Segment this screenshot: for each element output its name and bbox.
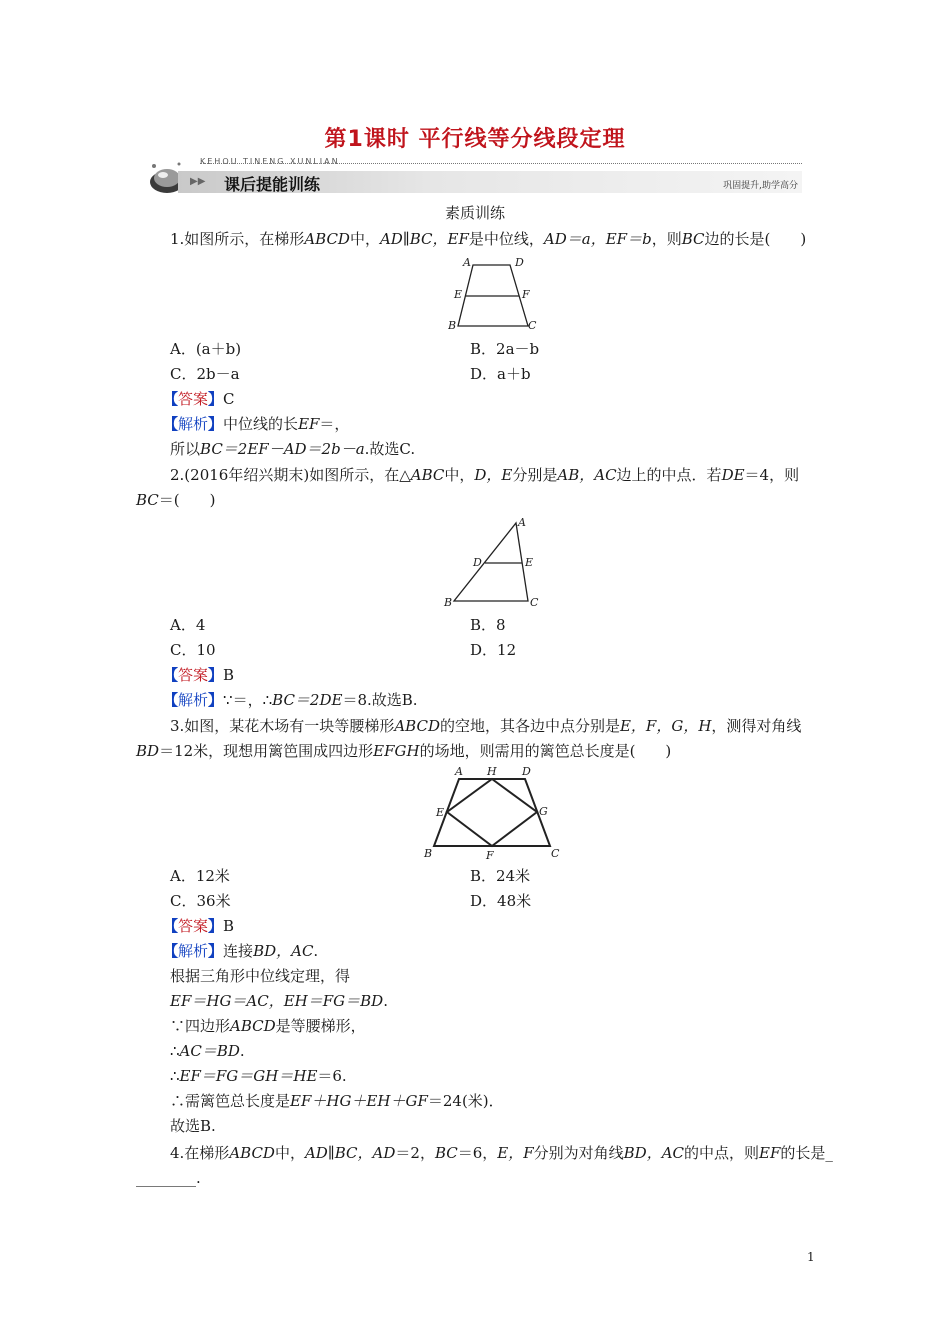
q1-option-a: A．(a＋b) (170, 340, 242, 358)
q2-option-c: C．10 (170, 641, 216, 659)
banner-divider (200, 163, 802, 164)
q1-option-c: C．2b－a (170, 365, 240, 383)
q3-stem: 3.如图，某花木场有一块等腰梯形ABCD的空地，其各边中点分别是E，F，G，H，测得对角线 (170, 717, 802, 735)
q3-option-a: A．12米 (170, 867, 230, 885)
banner-slogan: 巩固提升,助学高分 (723, 181, 798, 191)
label-a: A (518, 516, 526, 529)
q1-option-b: B．2a－b (470, 340, 540, 358)
label-b: B (424, 847, 433, 860)
q3-answer: 【答案】B (163, 917, 235, 935)
label-b: B (448, 319, 457, 332)
section-banner (148, 154, 802, 198)
label-e: E (436, 806, 445, 819)
label-a: A (455, 765, 463, 778)
double-arrow-icon: ▶▶ (190, 176, 206, 187)
label-a: A (463, 256, 471, 269)
label-b: B (444, 596, 453, 609)
page-title: 第1课时 平行线等分线段定理 (324, 127, 626, 152)
label-e: E (525, 556, 534, 569)
q3-option-d: D．48米 (470, 892, 532, 910)
q3-explanation-line: ∴AC＝BD. (170, 1042, 245, 1060)
label-d: D (522, 765, 531, 778)
page-number: 1 (807, 1250, 815, 1264)
q3-explanation-line: ∴需篱笆总长度是EF＋HG＋EH＋GF＝24(米)． (170, 1092, 504, 1110)
label-f: F (522, 288, 530, 301)
label-c: C (530, 596, 539, 609)
q4-blank: ________. (136, 1169, 201, 1187)
q2-triangle-figure (442, 514, 542, 610)
q3-trapezoid-figure (422, 764, 564, 864)
q2-stem: 2.(2016年绍兴期末)如图所示，在△ABC中，D，E分别是AB，AC边上的中点．若DE＝4，则 (170, 466, 800, 484)
q3-explanation-line: ∵四边形ABCD是等腰梯形， (170, 1017, 366, 1035)
q3-explanation-line: 根据三角形中位线定理，得 (170, 967, 351, 985)
banner-pinyin: KEHOU TINENG XUNLIAN (200, 157, 340, 166)
q3-option-c: C．36米 (170, 892, 231, 910)
banner-label: 课后提能训练 (224, 175, 321, 194)
trapezoid-shape (434, 779, 550, 846)
q2-option-b: B．8 (470, 616, 506, 634)
q2-explanation: 【解析】∵＝，∴BC＝2DE＝8.故选B. (163, 691, 418, 709)
q2-option-a: A．4 (170, 616, 206, 634)
quadrilateral-efgh (447, 779, 537, 846)
label-d: D (473, 556, 482, 569)
q4-stem: 4.在梯形ABCD中，AD∥BC，AD＝2，BC＝6，E，F分别为对角线BD，AC的中点，则EF的长是_ (170, 1144, 833, 1162)
q2-option-d: D．12 (470, 641, 517, 659)
section-heading: 素质训练 (444, 204, 505, 222)
q3-explanation-line: EF＝HG＝AC，EH＝FG＝BD. (170, 992, 388, 1010)
q1-trapezoid-figure (448, 256, 538, 334)
q1-answer: 【答案】C (163, 390, 235, 408)
q3-explanation-line: 故选B. (170, 1117, 216, 1135)
q3-option-b: B．24米 (470, 867, 531, 885)
q3-explanation-line: ∴EF＝FG＝GH＝HE＝6. (170, 1067, 347, 1085)
q2-stem-2: BC＝( ) (136, 491, 216, 509)
label-c: C (528, 319, 537, 332)
label-f: F (486, 849, 494, 862)
q3-explanation: 【解析】连接BD，AC. (163, 942, 319, 960)
q1-explanation-2: 所以BC＝2EF－AD＝2b－a.故选C. (170, 440, 416, 458)
q3-stem-2: BD＝12米，现想用篱笆围成四边形EFGH的场地，则需用的篱笆总长度是( ) (136, 742, 672, 760)
triangle-shape (454, 523, 528, 601)
label-c: C (551, 847, 560, 860)
label-e: E (454, 288, 463, 301)
q2-answer: 【答案】B (163, 666, 235, 684)
q1-explanation: 【解析】中位线的长EF＝， (163, 415, 350, 433)
label-g: G (539, 805, 548, 818)
label-h: H (487, 765, 497, 778)
label-d: D (515, 256, 524, 269)
q1-option-d: D．a＋b (470, 365, 531, 383)
q1-stem: 1.如图所示，在梯形ABCD中，AD∥BC，EF是中位线，AD＝a，EF＝b，则BC边的长是( ) (170, 230, 807, 248)
